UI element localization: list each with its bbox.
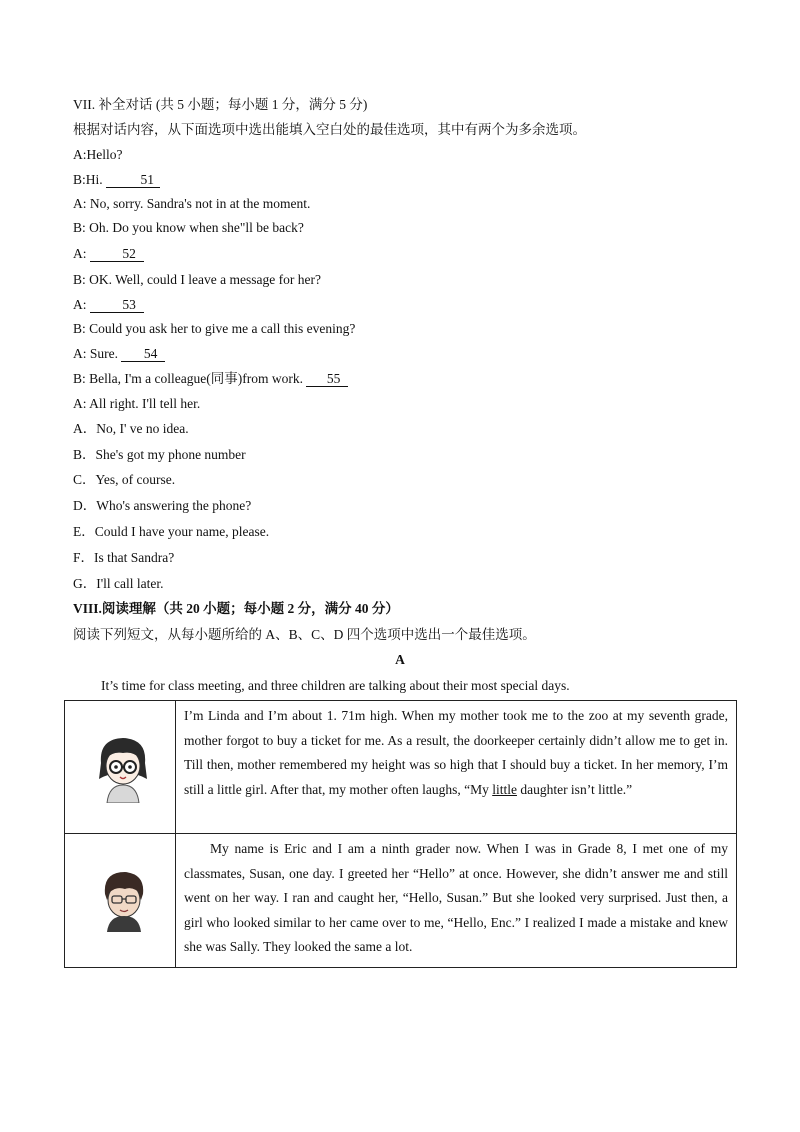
- option-item: G．I'll call later.: [73, 576, 164, 591]
- passage-intro: It’s time for class meeting, and three children are talking about their most special days.: [101, 678, 570, 693]
- section-7-title: VII. 补全对话 (共 5 小题；每小题 1 分，满分 5 分): [73, 97, 368, 112]
- section-7-instruction: 根据对话内容，从下面选项中选出能填入空白处的最佳选项，其中有两个为多余选项。: [73, 122, 586, 137]
- story-text: I’m Linda and I’m about 1. 71m high. When my mother took me to the zoo at my seventh grade, mother forgot to buy a ticket for me. As a result, the doorkeeper certainly didn’t allow me to get in. Till then, mother remembered my height was so high that I should buy a ticket. In her memory, I’m still a little girl. After that, my mother often laughs, “My little daughter isn’t little.”: [176, 701, 737, 834]
- answer-blank: 52: [90, 246, 144, 262]
- option-item: A．No, I' ve no idea.: [73, 421, 189, 436]
- passage-label: A: [395, 652, 405, 667]
- dialogue-line: A: No, sorry. Sandra's not in at the moment.: [73, 196, 311, 211]
- dialogue-line: A: 53: [73, 296, 144, 314]
- option-item: F．Is that Sandra?: [73, 550, 175, 565]
- story-table: [64, 700, 737, 968]
- story-row: [65, 701, 737, 834]
- answer-blank: 54: [121, 346, 165, 362]
- avatar-cell: [65, 701, 176, 834]
- girl-with-glasses-icon: [93, 733, 153, 803]
- answer-blank: 51: [106, 172, 160, 188]
- dialogue-line: A: All right. I'll tell her.: [73, 396, 201, 411]
- option-item: C．Yes, of course.: [73, 472, 176, 487]
- dialogue-line: B:Hi. 51: [73, 171, 160, 189]
- underlined-word: little: [492, 781, 517, 797]
- dialogue-line: A:Hello?: [73, 147, 123, 162]
- dialogue-line: B: OK. Well, could I leave a message for her?: [73, 272, 321, 287]
- option-item: D．Who's answering the phone?: [73, 498, 252, 513]
- option-item: E．Could I have your name, please.: [73, 524, 270, 539]
- dialogue-line: A: 52: [73, 245, 144, 263]
- option-item: B．She's got my phone number: [73, 447, 246, 462]
- boy-icon: [99, 868, 149, 932]
- story-text: My name is Eric and I am a ninth grader now. When I was in Grade 8, I met one of my classmates, Susan, one day. I greeted her “Hello” at once. However, she didn’t answer me and still went on her way. I ran and caught her, “Hello, Susan.” But she looked very surprised. Just then, a girl who looked similar to her came over to me, “Hello, Enc.” I realized I made a mistake and knew she was Sally. They looked the same a lot.: [176, 834, 737, 968]
- story-row: [65, 834, 737, 968]
- dialogue-line: A: Sure. 54: [73, 345, 165, 363]
- dialogue-line: B: Bella, I'm a colleague(同事)from work. 55: [73, 370, 348, 388]
- section-8-title: VIII.阅读理解（共 20 小题；每小题 2 分，满分 40 分）: [73, 601, 399, 616]
- answer-blank: 55: [306, 371, 348, 387]
- dialogue-line: B: Could you ask her to give me a call this evening?: [73, 321, 356, 336]
- avatar-cell: [65, 834, 176, 968]
- dialogue-line: B: Oh. Do you know when she"ll be back?: [73, 220, 304, 235]
- answer-blank: 53: [90, 297, 144, 313]
- section-8-instruction: 阅读下列短文，从每小题所给的 A、B、C、D 四个选项中选出一个最佳选项。: [73, 627, 536, 642]
